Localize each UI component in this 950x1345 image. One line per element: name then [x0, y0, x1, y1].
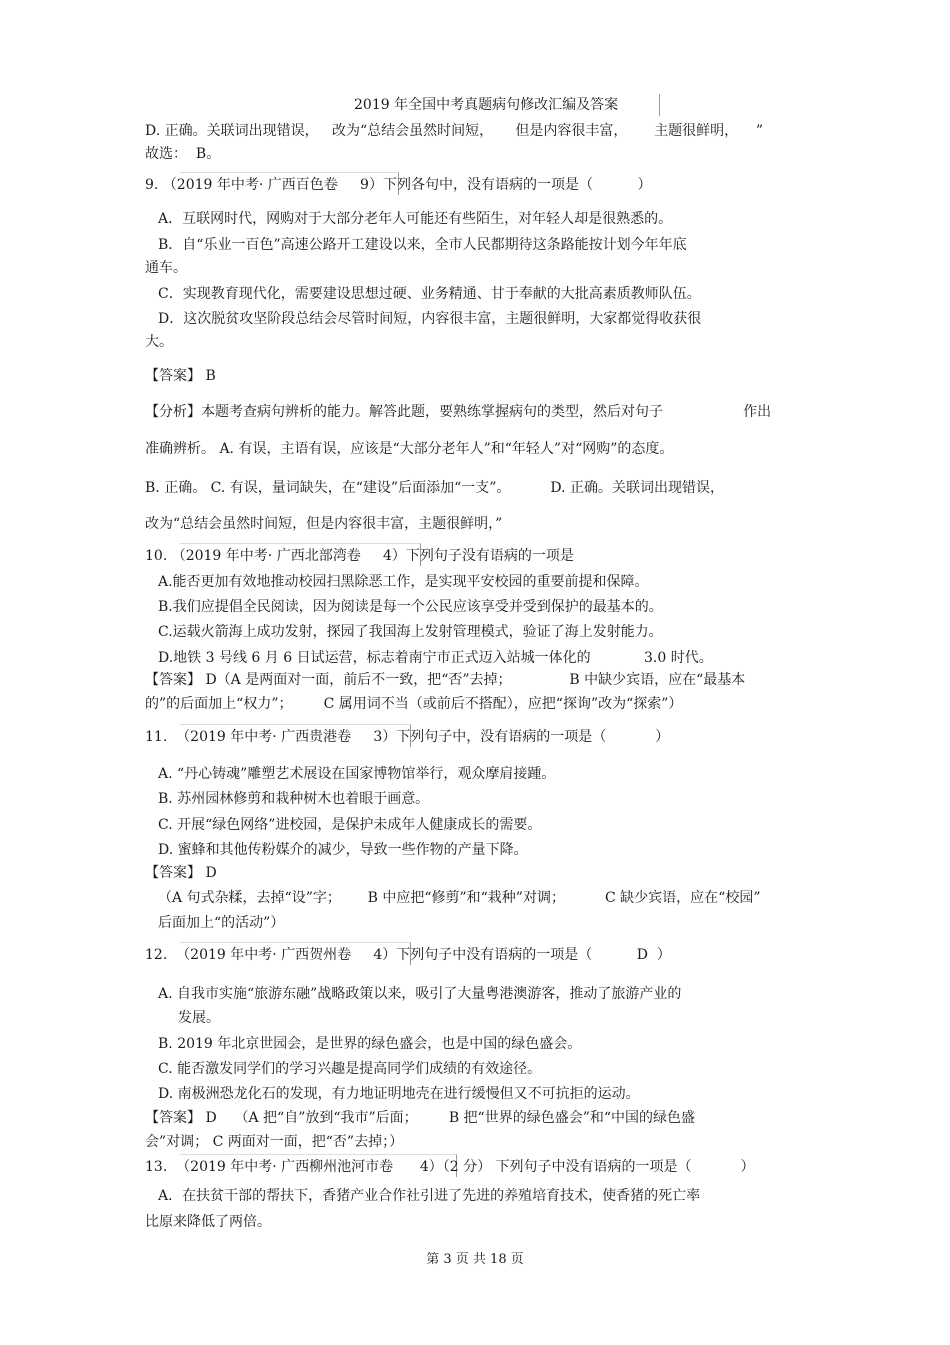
text-line: 通车。: [145, 260, 187, 276]
text-line: 发展。: [178, 1010, 220, 1026]
text-line: 改为“总结会虽然时间短，但是内容很丰富，主题很鲜明，”: [145, 516, 503, 532]
text-line: B．自“乐业一百色”高速公路开工建设以来，全市人民都期待这条路能按计划今年年底: [158, 237, 687, 253]
document-title: 2019 年全国中考真题病句修改汇编及答案: [354, 97, 619, 113]
text-line: D. 蜜蜂和其他传粉媒介的减少，导致一些作物的产量下降。: [158, 842, 528, 858]
text-line: 【分析】本题考查病句辨析的能力。解答此题，要熟练掌握病句的类型，然后对句子 作出: [145, 404, 772, 420]
text-line: C. 能否激发同学们的学习兴趣是提高同学们成绩的有效途径。: [158, 1061, 542, 1077]
text-line: A．在扶贫干部的帮扶下，香猪产业合作社引进了先进的养殖培育技术，使香猪的死亡率: [158, 1188, 701, 1204]
text-line: 后面加上“的活动”）: [158, 915, 285, 931]
text-line: 12. （2019 年中考· 广西贺州卷 4）下列句子中没有语病的一项是（ D ）: [145, 947, 671, 963]
text-line: D. 南极洲恐龙化石的发现，有力地证明地壳在进行缓慢但又不可抗拒的运动。: [158, 1086, 640, 1102]
text-line: 【答案】 D（A 是两面对一面，前后不一致，把“否”去掉； B 中缺少宾语，应在“最基本: [145, 672, 746, 688]
text-line: （A 句式杂糅，去掉“设”字； B 中应把“修剪”和“栽种”对调； C 缺少宾语，应在“校园”: [158, 890, 761, 906]
text-line: 【答案】 D: [145, 865, 217, 881]
text-line: 9. （2019 年中考· 广西百色卷 9）下列各句中，没有语病的一项是（ ）: [145, 177, 652, 193]
text-line: 大。: [145, 334, 173, 350]
text-line: B. 2019 年北京世园会，是世界的绿色盛会，也是中国的绿色盛会。: [158, 1036, 582, 1052]
page-footer: 第 3 页 共 18 页: [426, 1252, 524, 1267]
text-line: 故选： B。: [145, 146, 221, 162]
text-line: 比原来降低了两倍。: [145, 1214, 271, 1230]
text-line: 13. （2019 年中考· 广西柳州池河市卷 4）（2 分） 下列句子中没有语病的一项是（ ）: [145, 1159, 755, 1175]
text-line: B. 苏州园林修剪和栽种树木也着眼于画意。: [158, 791, 430, 807]
text-line: D.地铁 3 号线 6 月 6 日试运营，标志着南宁市正式迈入站城一体化的 3.0 时代。: [158, 650, 713, 666]
document-header: [340, 94, 660, 116]
text-line: B.我们应提倡全民阅读，因为阅读是每一个公民应该享受并受到保护的最基本的。: [158, 599, 663, 615]
text-line: 会”对调； C 两面对一面，把“否”去掉；）: [145, 1134, 404, 1150]
text-line: A.能否更加有效地推动校园扫黑除恶工作，是实现平安校园的重要前提和保障。: [158, 574, 649, 590]
text-line: 11. （2019 年中考· 广西贵港卷 3）下列句子中，没有语病的一项是（ ）: [145, 729, 670, 745]
text-line: 【答案】 B: [145, 368, 216, 384]
text-line: 【答案】 D （A 把“自”放到“我市”后面； B 把“世界的绿色盛会”和“中国的绿色盛: [145, 1110, 696, 1126]
text-line: B. 正确。 C. 有误，量词缺失，在“建设”后面添加“一支”。 D. 正确。关联词出现错误，: [145, 480, 725, 496]
text-line: 准确辨析。 A. 有误，主语有误，应该是“大部分老年人”和“年轻人”对“网购”的态度。: [145, 441, 674, 457]
text-line: D．这次脱贫攻坚阶段总结会尽管时间短，内容很丰富，主题很鲜明，大家都觉得收获很: [158, 311, 702, 327]
text-line: A. “丹心铸魂”雕塑艺术展设在国家博物馆举行，观众摩肩接踵。: [158, 766, 556, 782]
text-line: A．互联网时代，网购对于大部分老年人可能还有些陌生，对年轻人却是很熟悉的。: [158, 211, 673, 227]
text-line: 10. （2019 年中考· 广西北部湾卷 4）下列句子没有语病的一项是: [145, 548, 574, 564]
text-line: C. 开展“绿色网络”进校园，是保护未成年人健康成长的需要。: [158, 817, 542, 833]
text-line: A. 自我市实施“旅游东融”战略政策以来，吸引了大量粤港澳游客，推动了旅游产业的: [158, 986, 682, 1002]
text-line: C.运载火箭海上成功发射，探园了我国海上发射管理模式，验证了海上发射能力。: [158, 624, 663, 640]
text-line: 的”的后面加上“权力”； C 属用词不当（或前后不搭配），应把“探询”改为“探索”）: [145, 696, 683, 712]
text-line: D. 正确。关联词出现错误， 改为“总结会虽然时间短， 但是内容很丰富， 主题很鲜明， ”: [145, 123, 764, 139]
text-line: C．实现教育现代化，需要建设思想过硬、业务精通、甘于奉献的大批高素质教师队伍。: [158, 286, 701, 302]
